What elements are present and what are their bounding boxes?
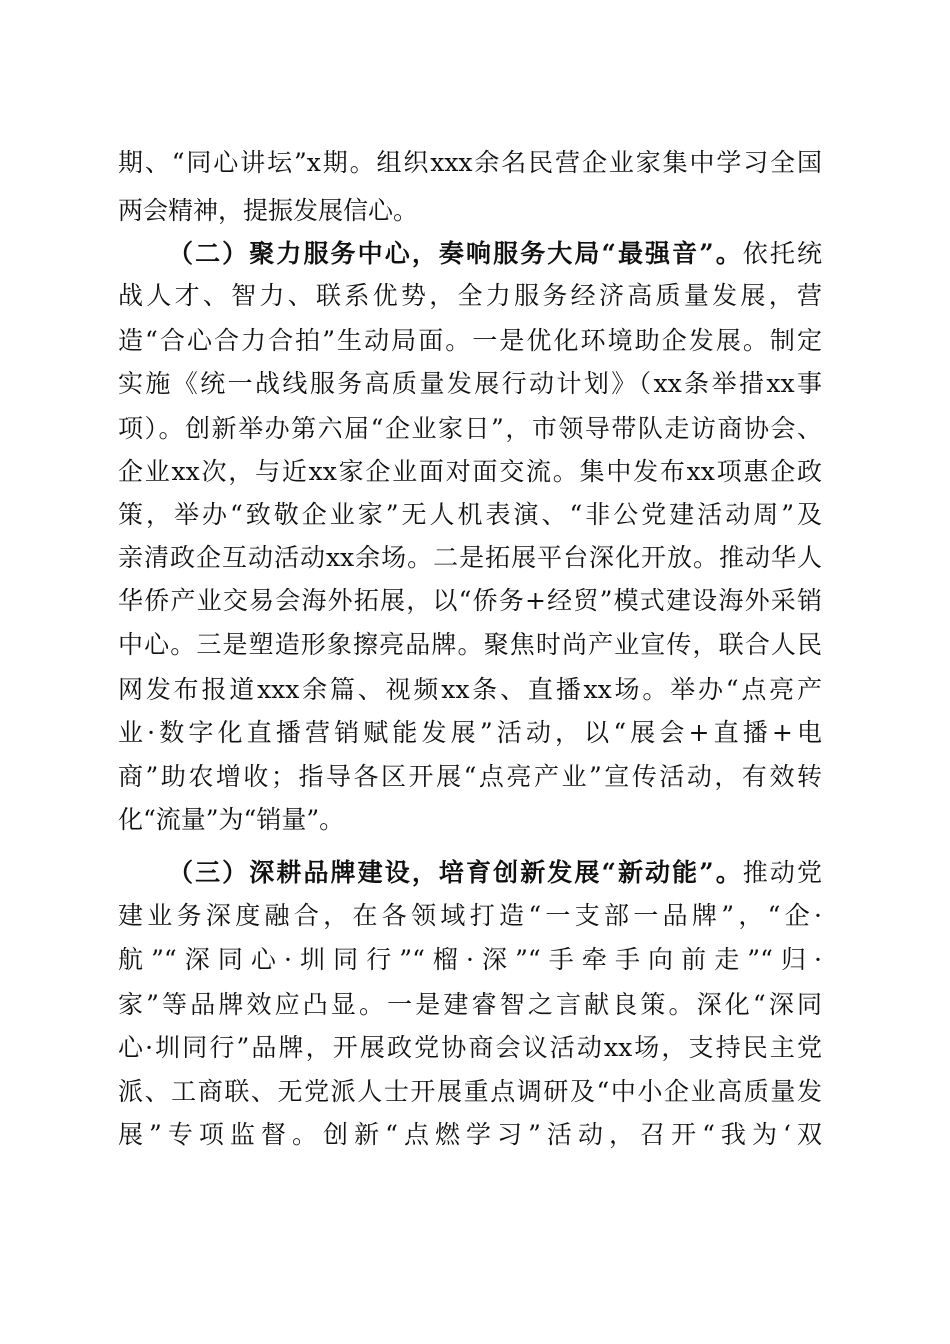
text-line: 网发布报道xxx余篇、视频xx条、直播xx场。举办“点亮产 — [118, 675, 822, 704]
text-fragment: 推动党 — [742, 858, 822, 887]
text-line: 华侨产业交易会海外拓展，以“侨务+经贸”模式建设海外采销 — [118, 586, 822, 615]
section-2-paragraph-start — [168, 234, 822, 274]
text-line: 家”等品牌效应凸显。一是建睿智之言献良策。深化“深同 — [118, 990, 822, 1019]
text-line: 业·数字化直播营销赋能发展”活动，以“展会+直播+电 — [118, 718, 822, 747]
section-3-paragraph-start — [168, 853, 822, 893]
text-line: 中心。三是塑造形象擦亮品牌。聚焦时尚产业宣传，联合人民 — [118, 630, 822, 659]
text-line: 企业xx次，与近xx家企业面对面交流。集中发布xx项惠企政 — [118, 457, 822, 486]
text-line: 建业务深度融合，在各领域打造“一支部一品牌”，“企· — [118, 901, 822, 930]
text-line: 战人才、智力、联系优势，全力服务经济高质量发展，营 — [118, 281, 822, 310]
text-line: 化“流量”为“销量”。 — [118, 805, 345, 834]
text-line: 造“合心合力合拍”生动局面。一是优化环境助企发展。制定 — [118, 326, 822, 355]
text-fragment: 依托统 — [742, 239, 822, 268]
section-2-heading: （二）聚力服务中心，奏响服务大局“最强音”。 — [168, 239, 743, 268]
section-3-heading: （三）深耕品牌建设，培育创新发展“新动能”。 — [168, 858, 743, 887]
text-line: 策，举办“致敬企业家”无人机表演、“非公党建活动周”及 — [118, 500, 822, 529]
text-line: 实施《统一战线服务高质量发展行动计划》（xx条举措xx事 — [118, 369, 822, 398]
text-line: 商”助农增收；指导各区开展“点亮产业”宣传活动，有效转 — [118, 762, 822, 791]
text-line: 项）。创新举办第六届“企业家日”，市领导带队走访商协会、 — [118, 414, 822, 443]
text-line: 亲清政企互动活动xx余场。二是拓展平台深化开放。推动华人 — [118, 543, 822, 572]
text-line: 两会精神，提振发展信心。 — [118, 196, 419, 225]
text-line: 派、工商联、无党派人士开展重点调研及“中小企业高质量发 — [118, 1077, 822, 1106]
text-line: 航”“深同心·圳同行”“榴·深”“手牵手向前走”“归· — [118, 945, 822, 974]
text-line: 展”专项监督。创新“点燃学习”活动，召开“我为‘双 — [118, 1120, 822, 1149]
text-line: 期、“同心讲坛”x期。组织xxx余名民营企业家集中学习全国 — [118, 148, 822, 177]
text-line: 心·圳同行”品牌，开展政党协商会议活动xx场，支持民主党 — [118, 1033, 822, 1062]
